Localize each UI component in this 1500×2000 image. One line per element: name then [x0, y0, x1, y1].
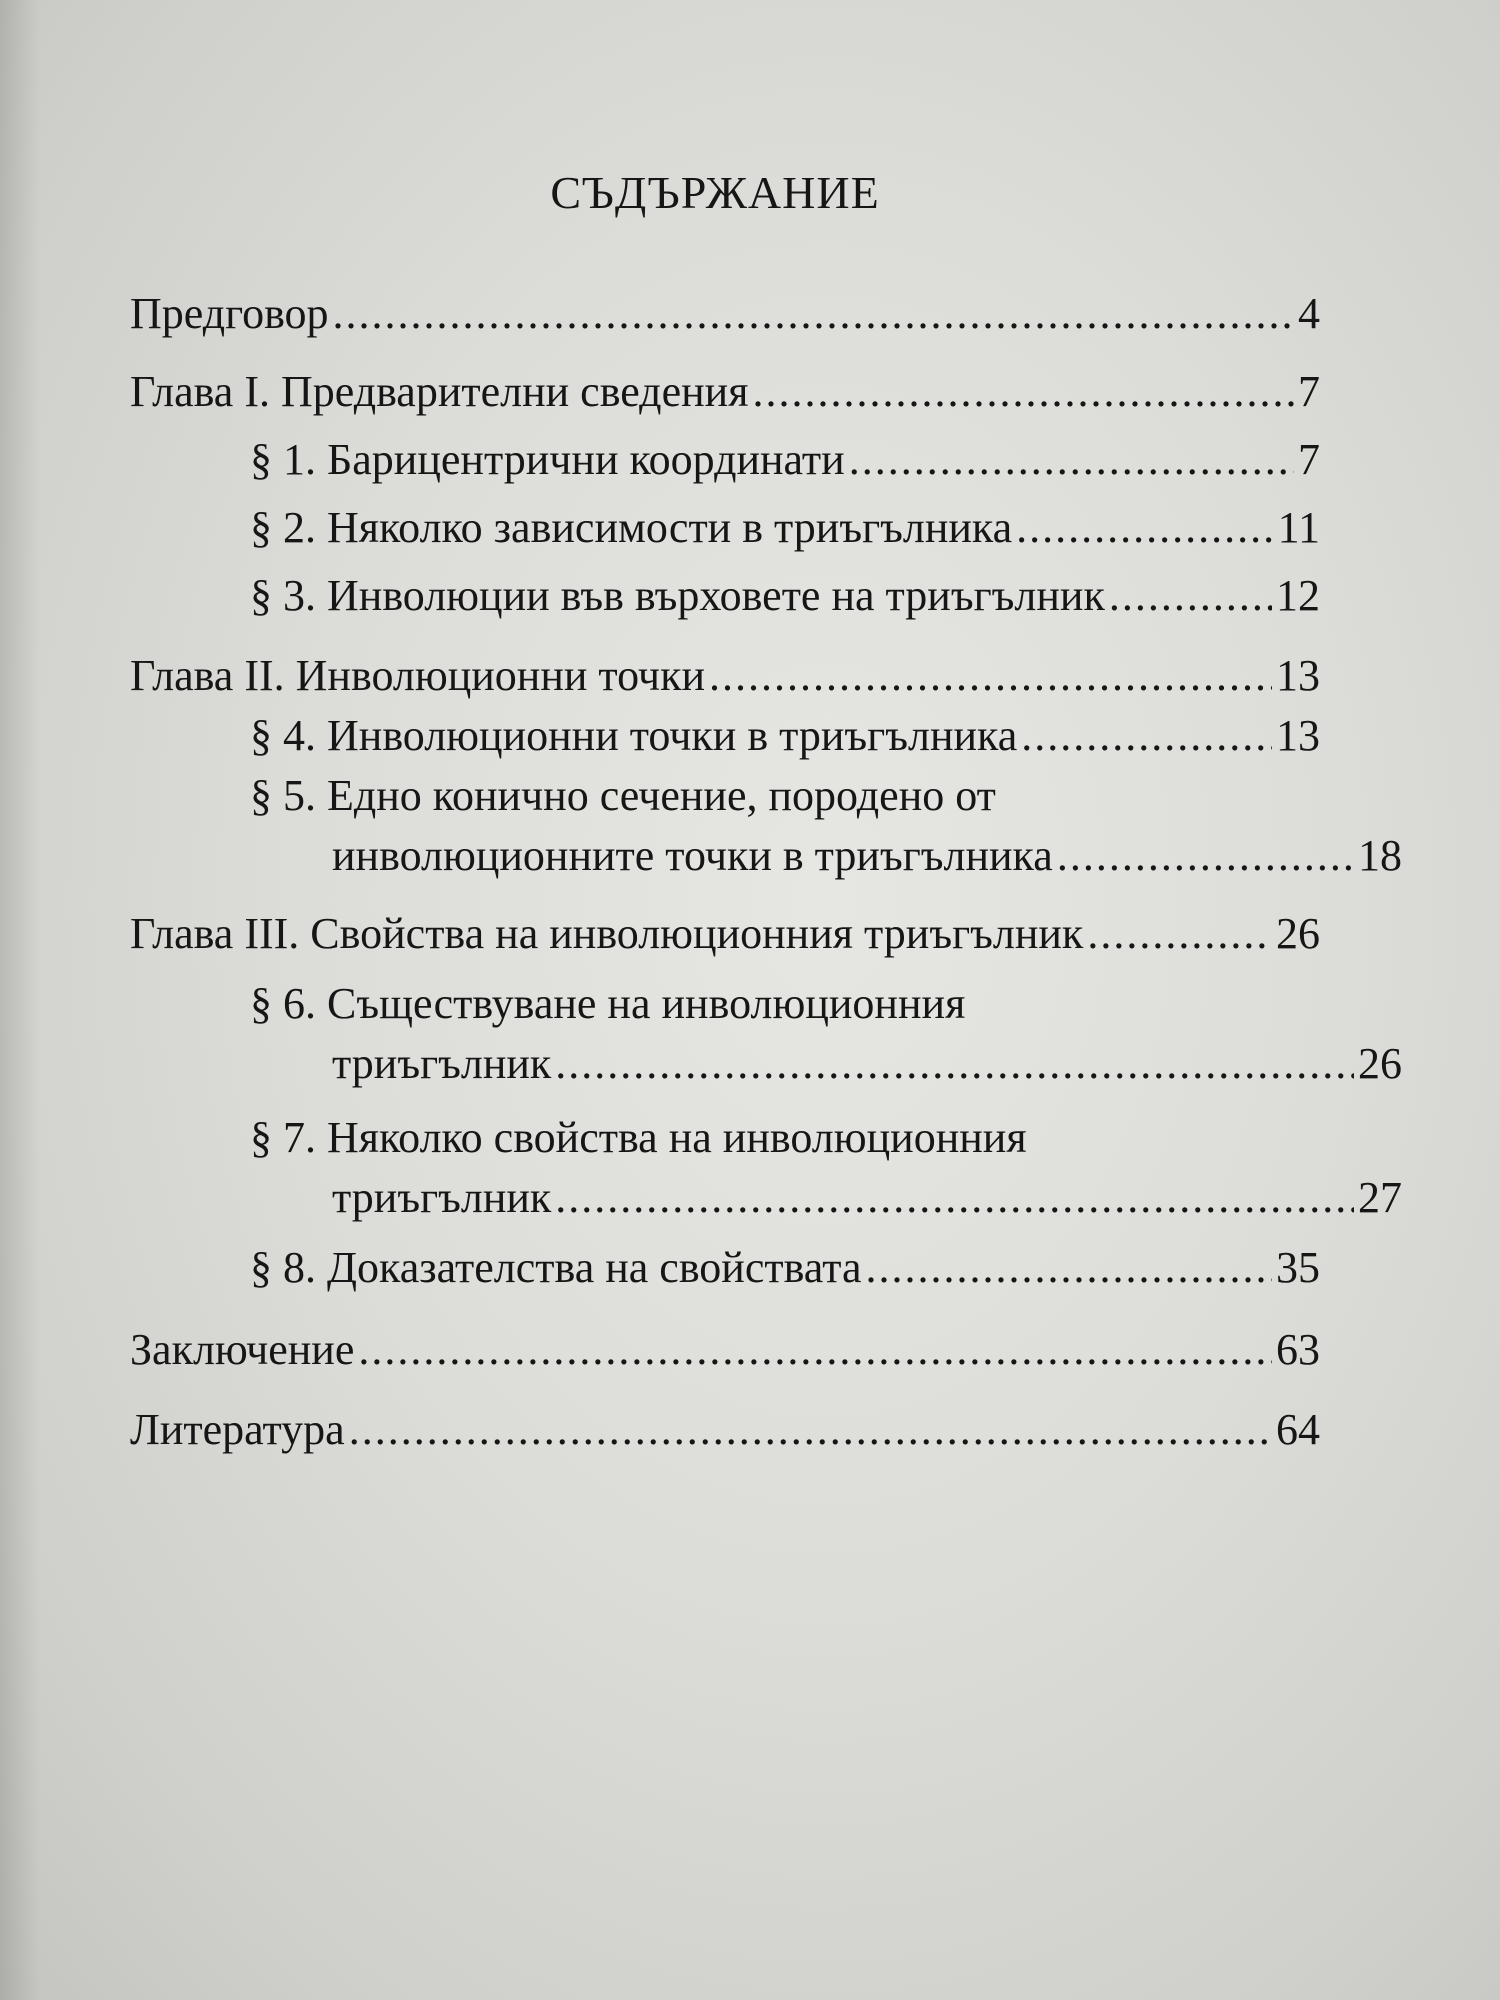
toc-entry-page: 11 — [1277, 503, 1320, 552]
toc-entry-section-7-line-1 — [250, 1108, 1320, 1168]
toc-entry-page: 18 — [1358, 831, 1402, 880]
toc-entry-label: § 2. Няколко зависимости в триъгълника — [250, 503, 1013, 552]
dot-leader — [358, 1320, 1272, 1380]
dot-leader — [1016, 498, 1273, 558]
dot-leader — [1057, 826, 1354, 886]
toc-entry-chapter-1 — [130, 362, 1320, 422]
toc-entry-section-6-line-1 — [250, 974, 1320, 1034]
toc-entry-page: 12 — [1276, 571, 1320, 620]
dot-leader — [709, 646, 1272, 706]
toc-entry-page: 26 — [1358, 1039, 1402, 1088]
toc-entry-page: 26 — [1276, 909, 1320, 958]
toc-entry-page: 13 — [1276, 711, 1320, 760]
toc-entry-label: § 3. Инволюции във върховете на триъгълник — [250, 571, 1105, 620]
toc-entry-page: 27 — [1358, 1173, 1402, 1222]
toc-entry-label: Глава III. Свойства на инволюционния триъгълник — [130, 909, 1084, 958]
toc-entry-label: Заключение — [130, 1325, 355, 1374]
toc-entry-page: 63 — [1276, 1325, 1320, 1374]
toc-entry-label: § 4. Инволюционни точки в триъгълника — [250, 711, 1018, 760]
toc-entry-section-7-line-2 — [250, 1168, 1402, 1228]
toc-entry-section-5-line-1 — [250, 766, 1320, 826]
toc-entry-page: 7 — [1298, 435, 1320, 484]
toc-entry-page: 4 — [1298, 289, 1320, 338]
toc-entry-page: 35 — [1276, 1243, 1320, 1292]
toc-entry-label: Глава II. Инволюционни точки — [130, 651, 705, 700]
toc-entry-chapter-2 — [130, 646, 1320, 706]
toc-entry-page: 7 — [1298, 367, 1320, 416]
dot-leader — [555, 1168, 1354, 1228]
toc-entry-literature — [130, 1400, 1320, 1460]
dot-leader — [1021, 706, 1272, 766]
toc-entry-section-3 — [250, 566, 1320, 626]
toc-entry-preface — [130, 284, 1320, 344]
toc-entry-label: триъгълник — [332, 1173, 552, 1222]
toc-entry-section-2 — [250, 498, 1320, 558]
toc-entry-section-4 — [250, 706, 1320, 766]
toc-entry-chapter-3 — [130, 904, 1320, 964]
toc-entry-section-1 — [250, 430, 1320, 490]
toc-entry-label: § 7. Няколко свойства на инволюционния — [250, 1113, 1027, 1162]
toc-entry-label: § 8. Доказателства на свойствата — [250, 1243, 862, 1292]
toc-entry-label: § 5. Едно конично сечение, породено от — [250, 771, 996, 820]
toc-entry-conclusion — [130, 1320, 1320, 1380]
dot-leader — [1109, 566, 1272, 626]
toc-entry-label: Глава I. Предварителни сведения — [130, 367, 749, 416]
toc-entry-page: 13 — [1276, 651, 1320, 700]
toc-entry-label: инволюционните точки в триъгълника — [332, 831, 1053, 880]
dot-leader — [866, 1238, 1273, 1298]
toc-entry-section-5-line-2 — [250, 826, 1402, 886]
toc-entry-label: триъгълник — [332, 1039, 552, 1088]
toc-entry-section-8 — [250, 1238, 1320, 1298]
page-title: СЪДЪРЖАНИЕ — [550, 167, 880, 218]
toc-entry-label: Литература — [130, 1405, 345, 1454]
dot-leader — [555, 1034, 1354, 1094]
toc-entry-section-6-line-2 — [250, 1034, 1402, 1094]
dot-leader — [349, 1400, 1272, 1460]
toc-entry-label: Предговор — [130, 289, 329, 338]
toc-entry-page: 64 — [1276, 1405, 1320, 1454]
dot-leader — [849, 430, 1294, 490]
toc-entry-label: § 6. Съществуване на инволюционния — [250, 979, 966, 1028]
dot-leader — [1087, 904, 1272, 964]
dot-leader — [752, 362, 1294, 422]
dot-leader — [333, 284, 1294, 344]
toc-entry-label: § 1. Барицентрични координати — [250, 435, 845, 484]
